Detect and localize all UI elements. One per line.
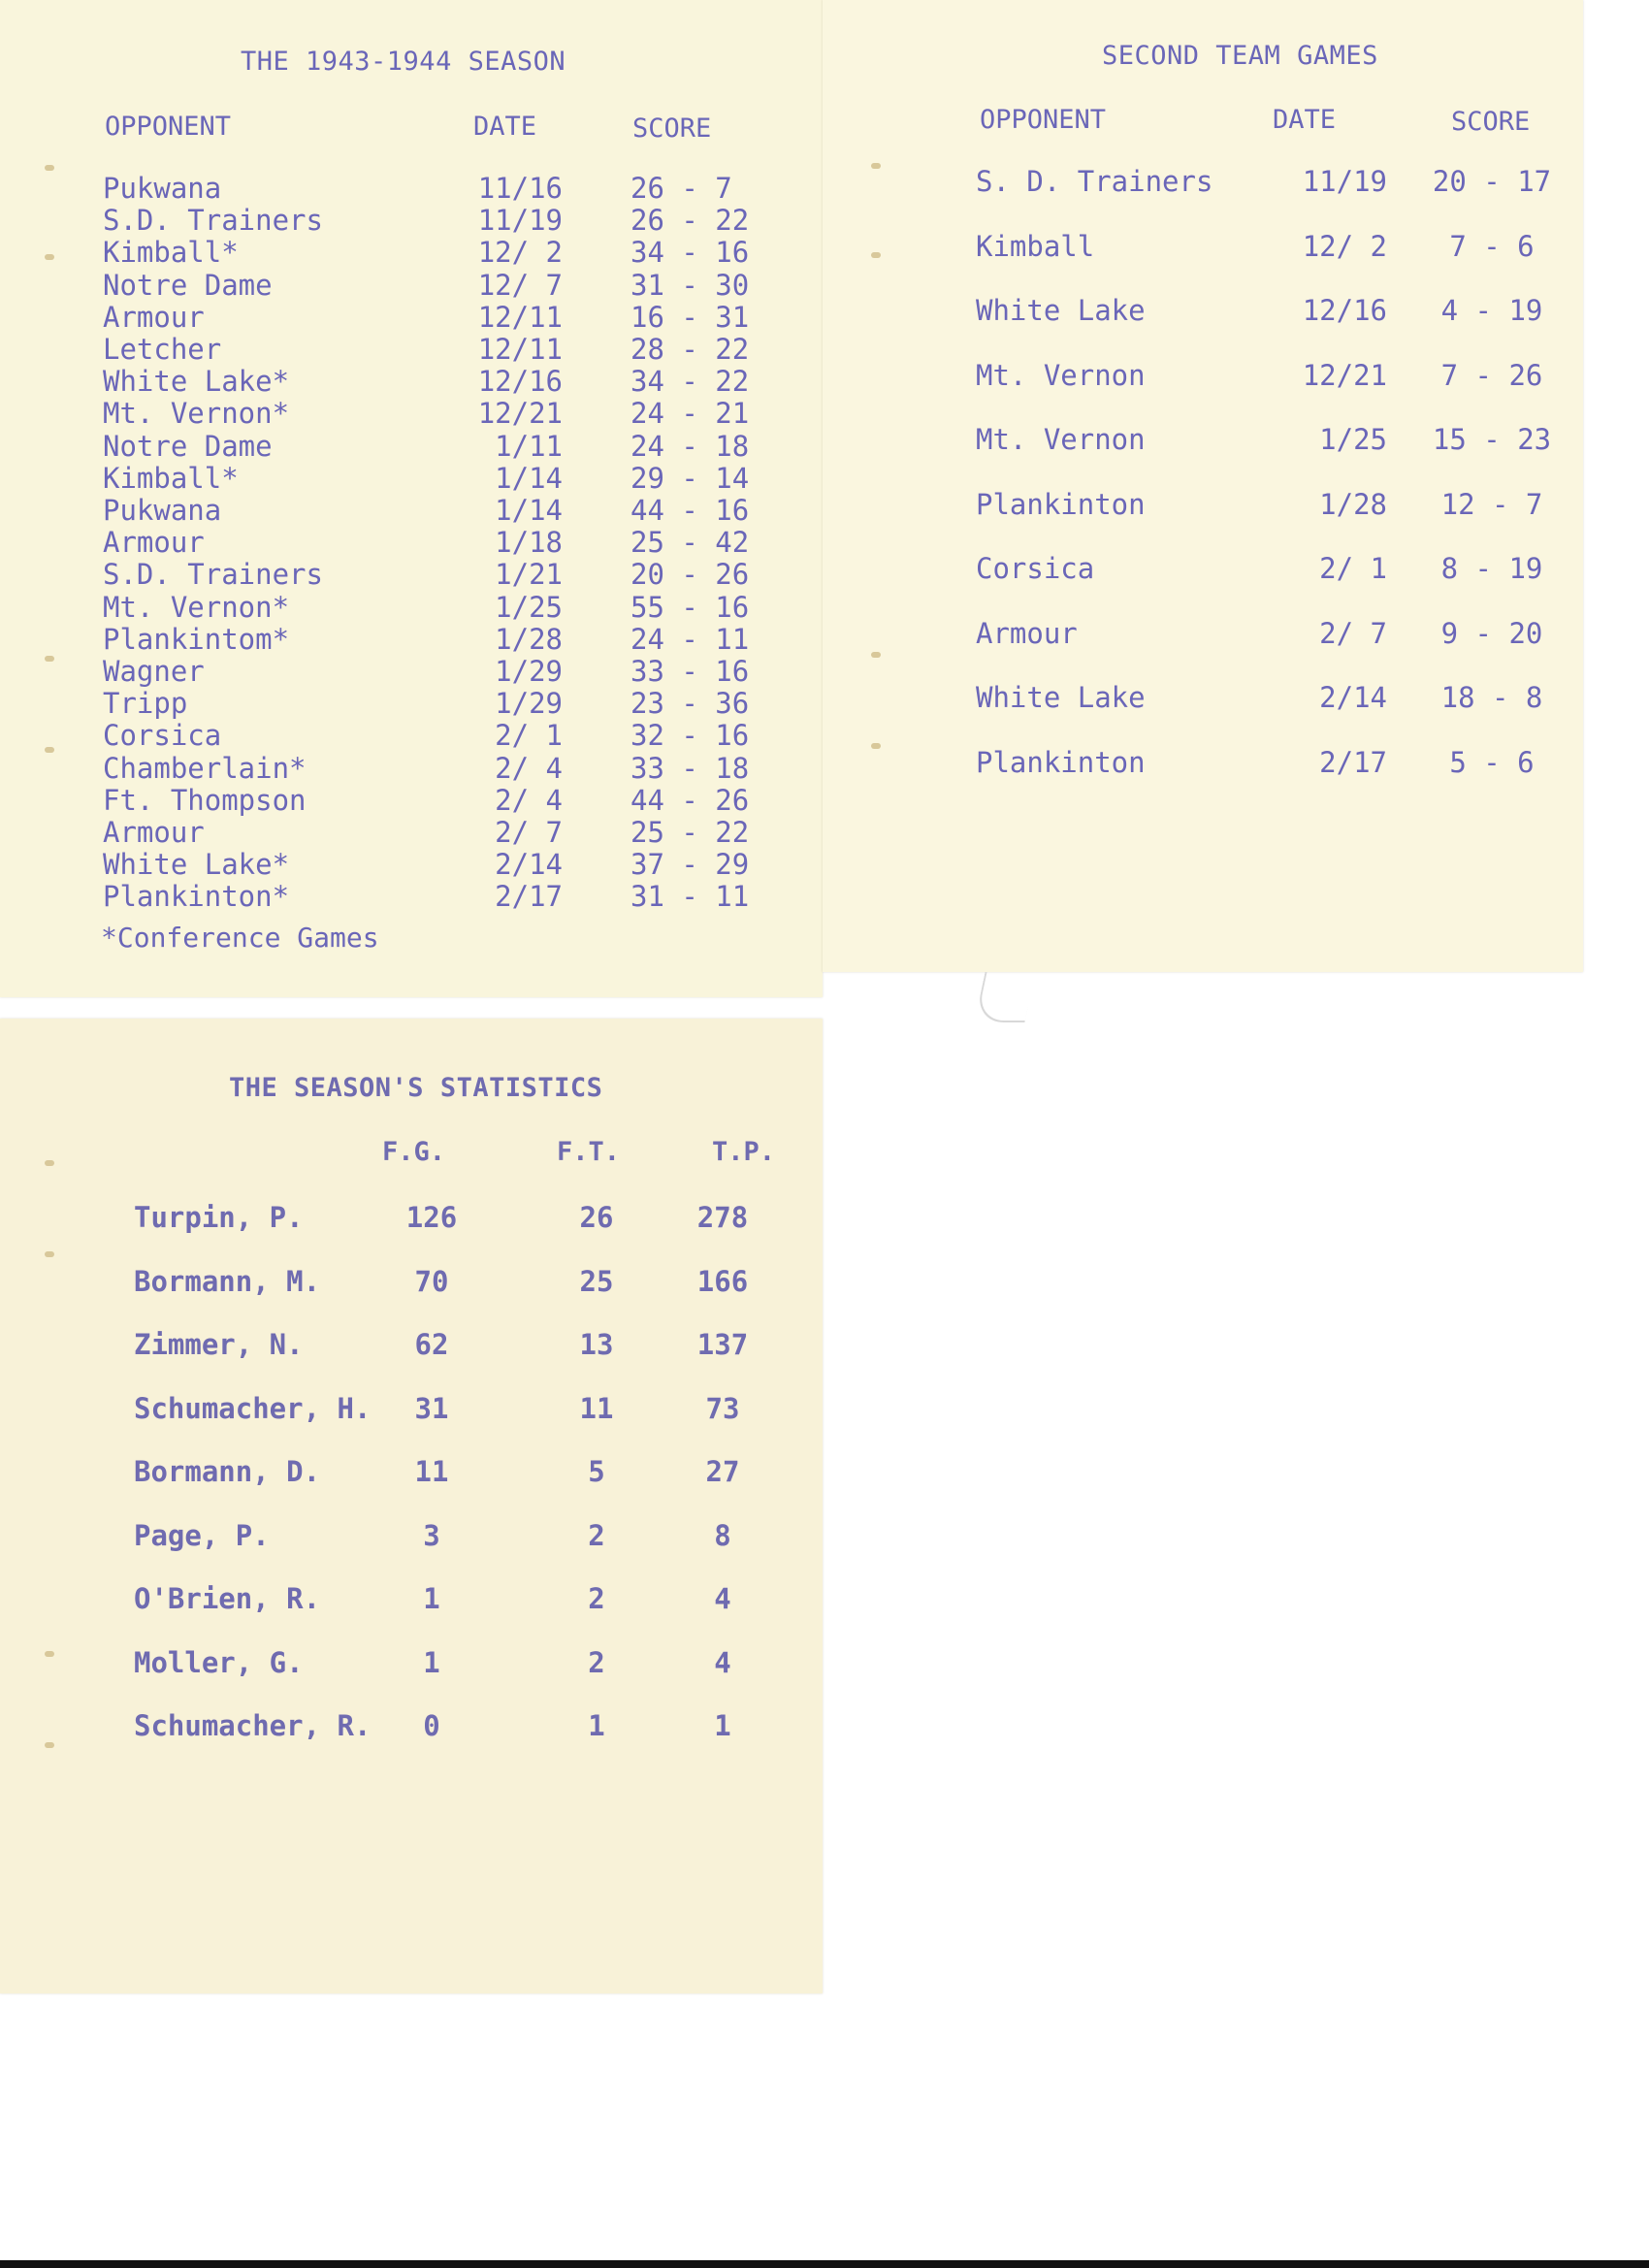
table-cell: 11/16 (477, 172, 563, 205)
table-cell: 11 (414, 1455, 449, 1488)
table-cell: Wagner (103, 655, 205, 688)
table-cell: Bormann, D. (134, 1455, 321, 1488)
table-cell: Pukwana (103, 172, 222, 205)
stats-header-fg: F.G. (382, 1137, 446, 1167)
table-cell: 70 (414, 1264, 449, 1298)
table-cell: 1/29 (495, 655, 563, 688)
table-cell: 32 - 16 (630, 719, 750, 753)
table-cell: 11/19 (477, 204, 563, 238)
table-cell: Armour (976, 616, 1078, 650)
table-cell: 15 - 23 (1432, 423, 1552, 456)
table-cell: 33 - 16 (630, 655, 750, 688)
table-cell: 31 - 11 (630, 880, 750, 914)
table-cell: 44 - 16 (630, 494, 750, 527)
table-cell: 31 - 30 (630, 268, 750, 302)
table-cell: 2 (588, 1645, 605, 1679)
table-cell: Mt. Vernon (976, 358, 1146, 392)
table-cell: Ft. Thompson (103, 783, 307, 817)
table-cell: 12 - 7 (1440, 487, 1543, 521)
table-cell: 23 - 36 (630, 687, 750, 721)
table-cell: 1/11 (495, 429, 563, 463)
table-cell: Mt. Vernon* (103, 397, 290, 431)
table-cell: 26 - 7 (630, 172, 732, 205)
table-cell: 24 - 11 (630, 622, 750, 656)
scanner-edge (0, 2260, 1649, 2268)
table-cell: 25 - 42 (630, 526, 750, 560)
table-cell: 34 - 16 (630, 236, 750, 270)
table-cell: Notre Dame (103, 429, 273, 463)
table-cell: Zimmer, N. (134, 1328, 304, 1361)
paper-fold-mark (974, 972, 1035, 1022)
table-cell: 5 - 6 (1449, 745, 1535, 779)
table-cell: 2/ 4 (495, 751, 563, 785)
punch-hole (45, 165, 54, 171)
table-cell: 1 (588, 1709, 605, 1742)
table-cell: 12/21 (477, 397, 563, 431)
table-cell: Plankinton (976, 487, 1146, 521)
table-cell: 4 (714, 1582, 731, 1615)
table-cell: 4 (714, 1645, 731, 1679)
table-cell: Kimball (976, 229, 1095, 263)
punch-hole (45, 656, 54, 662)
table-cell: S.D. Trainers (103, 204, 323, 238)
table-cell: 2/ 1 (1319, 552, 1387, 585)
punch-hole (871, 252, 881, 258)
table-cell: 7 - 6 (1449, 229, 1535, 263)
table-cell: 13 (579, 1328, 614, 1361)
season-header-score: SCORE (632, 113, 712, 144)
table-cell: 26 - 22 (630, 204, 750, 238)
table-cell: 1/14 (495, 461, 563, 495)
stats-card (0, 1019, 823, 1993)
season-card (0, 0, 823, 997)
table-cell: 28 - 22 (630, 333, 750, 366)
table-cell: 2/17 (1319, 745, 1387, 779)
table-cell: 3 (423, 1518, 440, 1552)
table-cell: 16 - 31 (630, 300, 750, 334)
table-cell: 12/11 (477, 300, 563, 334)
table-cell: 26 (579, 1201, 614, 1234)
table-cell: 12/11 (477, 333, 563, 366)
table-cell: 278 (696, 1201, 749, 1234)
table-cell: 44 - 26 (630, 783, 750, 817)
table-cell: 2 (588, 1518, 605, 1552)
table-cell: Kimball* (103, 461, 239, 495)
table-cell: 20 - 17 (1432, 165, 1552, 198)
punch-hole (871, 163, 881, 169)
table-cell: O'Brien, R. (134, 1582, 321, 1615)
table-cell: 1 (714, 1709, 731, 1742)
table-cell: Page, P. (134, 1518, 270, 1552)
table-cell: 24 - 18 (630, 429, 750, 463)
table-cell: 2 (588, 1582, 605, 1615)
table-cell: Mt. Vernon* (103, 590, 290, 624)
table-cell: 0 (423, 1709, 440, 1742)
table-cell: Plankintom* (103, 622, 290, 656)
season-header-opponent: OPPONENT (105, 112, 232, 142)
table-cell: Plankinton* (103, 880, 290, 914)
table-cell: White Lake* (103, 365, 290, 399)
table-cell: 24 - 21 (630, 397, 750, 431)
table-cell: Plankinton (976, 745, 1146, 779)
table-cell: 1/28 (495, 622, 563, 656)
table-cell: S. D. Trainers (976, 165, 1213, 198)
second-team-header-score: SCORE (1451, 107, 1531, 137)
table-cell: 33 - 18 (630, 751, 750, 785)
punch-hole (871, 743, 881, 749)
table-cell: Letcher (103, 333, 222, 366)
table-cell: 11/19 (1302, 165, 1387, 198)
table-cell: 18 - 8 (1440, 681, 1543, 714)
table-cell: 1/18 (495, 526, 563, 560)
table-cell: 4 - 19 (1440, 294, 1543, 327)
punch-hole (45, 1251, 54, 1257)
table-cell: Moller, G. (134, 1645, 304, 1679)
table-cell: 5 (588, 1455, 605, 1488)
table-cell: 27 (705, 1455, 740, 1488)
table-cell: White Lake* (103, 848, 290, 882)
table-cell: Chamberlain* (103, 751, 307, 785)
table-cell: 55 - 16 (630, 590, 750, 624)
table-cell: 62 (414, 1328, 449, 1361)
second-team-header-date: DATE (1273, 105, 1337, 135)
table-cell: 166 (696, 1264, 749, 1298)
punch-hole (45, 1651, 54, 1657)
table-cell: Armour (103, 816, 205, 849)
table-cell: 1 (423, 1582, 440, 1615)
punch-hole (45, 254, 54, 260)
table-cell: 2/14 (1319, 681, 1387, 714)
table-cell: 7 - 26 (1440, 358, 1543, 392)
table-cell: 12/21 (1302, 358, 1387, 392)
table-cell: 2/17 (495, 880, 563, 914)
table-cell: 25 (579, 1264, 614, 1298)
table-cell: 1/28 (1319, 487, 1387, 521)
table-cell: White Lake (976, 681, 1146, 714)
season-title: THE 1943-1944 SEASON (241, 47, 566, 77)
table-cell: 37 - 29 (630, 848, 750, 882)
table-cell: 8 - 19 (1440, 552, 1543, 585)
table-cell: Bormann, M. (134, 1264, 321, 1298)
table-cell: 12/16 (477, 365, 563, 399)
table-cell: Tripp (103, 687, 188, 721)
second-team-title: SECOND TEAM GAMES (1102, 41, 1378, 71)
table-cell: Mt. Vernon (976, 423, 1146, 456)
table-cell: 34 - 22 (630, 365, 750, 399)
table-cell: Kimball* (103, 236, 239, 270)
table-cell: Armour (103, 300, 205, 334)
table-cell: 1/25 (1319, 423, 1387, 456)
table-cell: Corsica (976, 552, 1095, 585)
table-cell: 126 (405, 1201, 458, 1234)
table-cell: Turpin, P. (134, 1201, 304, 1234)
table-cell: 1/21 (495, 558, 563, 592)
table-cell: 12/16 (1302, 294, 1387, 327)
table-cell: 12/ 2 (477, 236, 563, 270)
stats-header-tp: T.P. (712, 1137, 776, 1167)
table-cell: Schumacher, H. (134, 1391, 372, 1425)
table-cell: 137 (696, 1328, 749, 1361)
table-cell: 29 - 14 (630, 461, 750, 495)
table-cell: S.D. Trainers (103, 558, 323, 592)
season-header-date: DATE (473, 112, 537, 142)
second-team-card (823, 0, 1583, 972)
table-cell: Pukwana (103, 494, 222, 527)
punch-hole (45, 1160, 54, 1166)
table-cell: 2/ 7 (1319, 616, 1387, 650)
table-cell: 31 (414, 1391, 449, 1425)
stats-title: THE SEASON'S STATISTICS (229, 1073, 603, 1103)
table-cell: 25 - 22 (630, 816, 750, 849)
table-cell: 2/ 7 (495, 816, 563, 849)
table-cell: 2/ 1 (495, 719, 563, 753)
table-cell: 1/25 (495, 590, 563, 624)
table-cell: 8 (714, 1518, 731, 1552)
table-cell: 1 (423, 1645, 440, 1679)
table-cell: Schumacher, R. (134, 1709, 372, 1742)
table-cell: 9 - 20 (1440, 616, 1543, 650)
table-cell: Notre Dame (103, 268, 273, 302)
table-cell: 2/14 (495, 848, 563, 882)
table-cell: 20 - 26 (630, 558, 750, 592)
table-cell: 11 (579, 1391, 614, 1425)
table-cell: 12/ 2 (1302, 229, 1387, 263)
table-cell: 12/ 7 (477, 268, 563, 302)
table-cell: Armour (103, 526, 205, 560)
table-cell: Corsica (103, 719, 222, 753)
stats-header-ft: F.T. (557, 1137, 621, 1167)
punch-hole (871, 652, 881, 658)
punch-hole (45, 1742, 54, 1748)
table-cell: 1/29 (495, 687, 563, 721)
punch-hole (45, 747, 54, 753)
table-cell: White Lake (976, 294, 1146, 327)
table-cell: 2/ 4 (495, 783, 563, 817)
second-team-header-opponent: OPPONENT (980, 105, 1107, 135)
table-cell: 73 (705, 1391, 740, 1425)
season-footnote: *Conference Games (101, 922, 379, 954)
table-cell: 1/14 (495, 494, 563, 527)
